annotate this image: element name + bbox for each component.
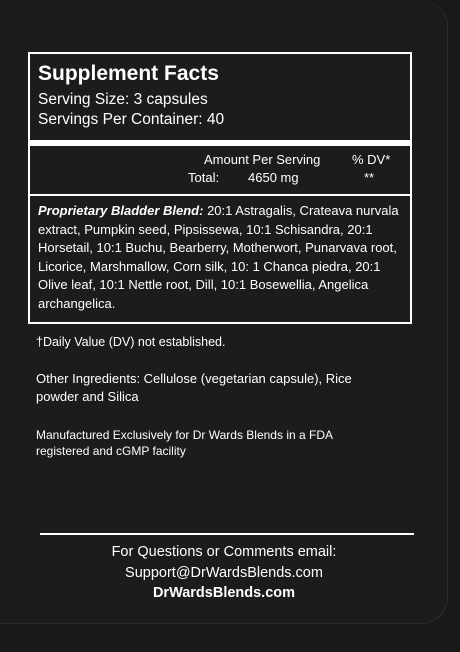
website: DrWardsBlends.com: [152, 585, 296, 601]
proprietary-blend: [38, 202, 404, 314]
other-ingredients: Other Ingredients: Cellulose (vegetarian capsule), Rice powder and Silica: [36, 371, 352, 404]
supplement-facts-panel: [28, 52, 412, 324]
serving-size: Serving Size: 3 capsules: [38, 91, 208, 108]
blend-ingredients: 20:1 Astragalis, Crateava nurvala extract, Pumpkin seed, Pipsissewa, 10:1 Schisandra, 20:1 Horsetail, 10:1 Buchu, Bearberry, Motherwort, Punarvava root, Licorice, Marshmallow, Corn silk, 10: 1 Chanca piedra, 20:1 Olive leaf, 10:1 Nettle root, Dill, 10:1 Bosewellia, Angelica archangelica.: [38, 203, 399, 311]
total-daily-value: **: [364, 170, 375, 185]
total-value: 4650 mg: [248, 170, 299, 185]
footer-divider: [40, 533, 414, 535]
facts-title: Supplement Facts: [38, 62, 219, 85]
servings-per-container: Servings Per Container: 40: [38, 111, 225, 128]
total-label: Total:: [188, 170, 220, 185]
blend-name: Proprietary Bladder Blend:: [38, 203, 204, 218]
contact-prompt: For Questions or Comments email:: [111, 544, 337, 560]
thick-divider: [30, 140, 410, 146]
manufacturer-note: Manufactured Exclusively for Dr Wards Blends in a FDA registered and cGMP facility: [36, 428, 333, 458]
daily-value-note: †Daily Value (DV) not established.: [36, 335, 226, 349]
amount-per-serving-header: Amount Per Serving: [204, 152, 321, 167]
daily-value-header: % DV*: [352, 152, 391, 167]
thin-divider: [30, 194, 410, 196]
contact-email: Support@DrWardsBlends.com: [125, 565, 323, 581]
